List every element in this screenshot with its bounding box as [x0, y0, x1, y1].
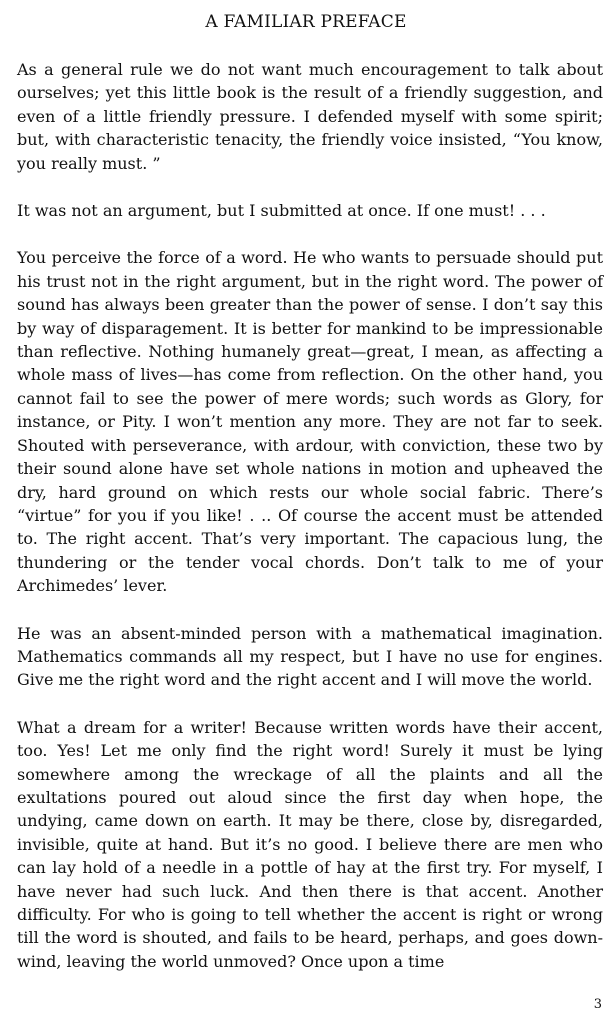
paragraph-5: What a dream for a writer! Because written words have their accent, too. Yes! Let me only find the right word! Surely it must be lying somewhere among the wreckage of all the plaints and all the exultations poured out aloud since the first day when hope, the undying, came down on earth. It may be there, close by, disregarded, invisible, quite at hand. But it’s no good. I believe there are men who can lay hold of a needle in a pottle of hay at the first try. For myself, I have never had such luck. And then there is that accent. Another difficulty. For who is going to tell whether the accent is right or wrong till the word is shouted, and fails to be heard, perhaps, and goes down-wind, leaving the world unmoved? Once upon a time [17, 717, 603, 971]
paragraph-1: As a general rule we do not want much encouragement to talk about ourselves; yet this little book is the result of a friendly suggestion, and even of a little friendly pressure. I defended myself with some spirit; but, with characteristic tenacity, the friendly voice insisted, “You know, you really must. ” [17, 60, 603, 173]
paragraph-3: You perceive the force of a word. He who wants to persuade should put his trust not in the right argument, but in the right word. The power of sound has always been greater than the power of sense. I don’t say this by way of disparagement. It is better for mankind to be impressionable than reflective. Nothing humanely great—great, I mean, as affecting a whole mass of lives—has come from reflection. On the other hand, you cannot fail to see the power of mere words; such words as Glory, for instance, or Pity. I won’t mention any more. They are not far to seek. Shouted with perseverance, with ardour, with conviction, these two by their sound alone have set whole nations in motion and upheaved the dry, hard ground on which rests our whole social fabric. There’s “virtue” for you if you like! . .. Of course the accent must be attended to. The right accent. That’s very important. The capacious lung, the thundering or the tender vocal chords. Don’t talk to me of your Archimedes’ lever. [17, 248, 603, 596]
page-number: 3 [593, 997, 602, 1012]
page-title: A FAMILIAR PREFACE [205, 12, 407, 32]
document-body [17, 58, 603, 997]
paragraph-2: It was not an argument, but I submitted at once. If one must! . . . [17, 201, 546, 221]
paragraph-4: He was an absent-minded person with a mathematical imagination. Mathematics commands all my respect, but I have no use for engines. Give me the right word and the right accent and I will move the world. [17, 623, 603, 690]
